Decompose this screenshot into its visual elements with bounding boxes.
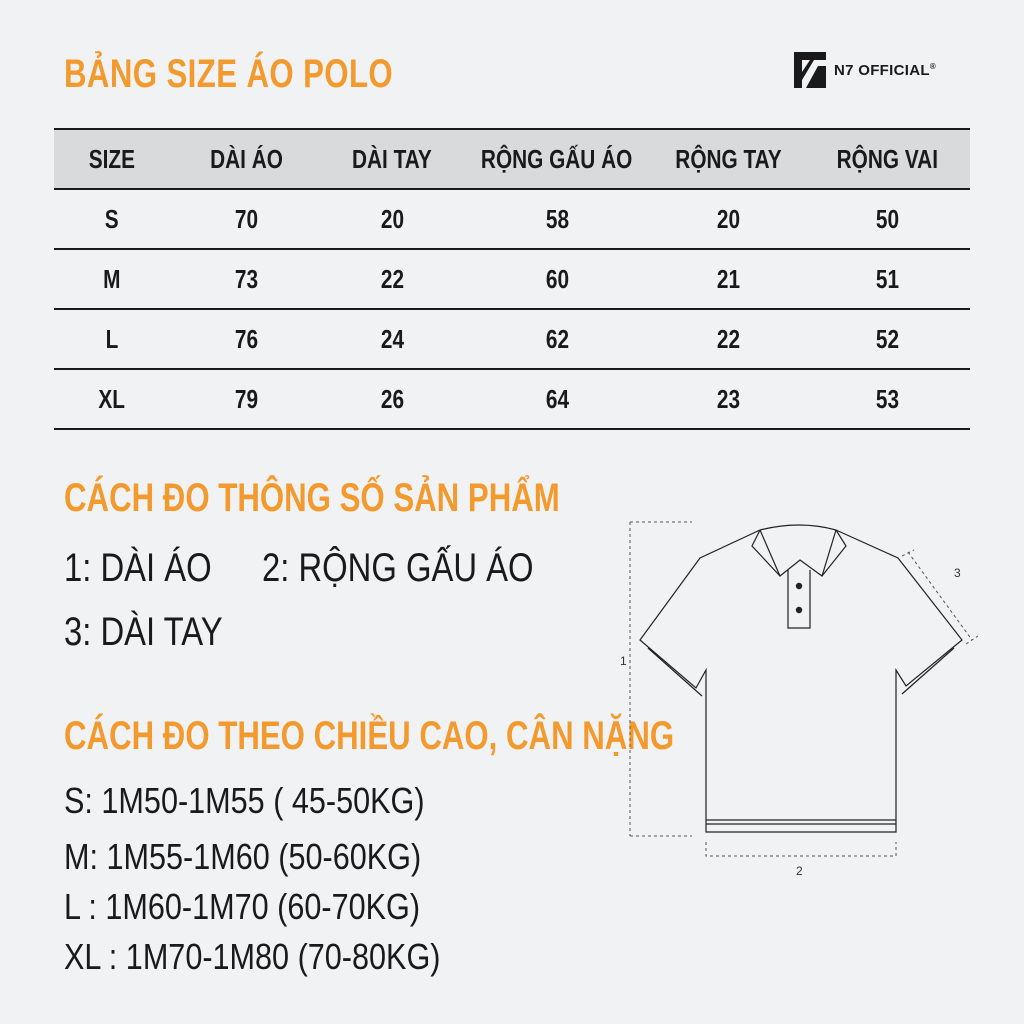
table-cell: 22	[716, 323, 740, 354]
size-table	[54, 128, 970, 430]
header-cell: RỘNG TAY	[674, 143, 782, 174]
table-row	[54, 250, 970, 310]
table-cell: M	[103, 263, 121, 294]
header-cell: DÀI ÁO	[209, 143, 283, 174]
table-cell: 22	[380, 263, 404, 294]
table-cell: 23	[716, 383, 740, 414]
table-header	[54, 128, 970, 190]
table-cell: L	[105, 323, 119, 354]
header-cell: RỘNG VAI	[836, 143, 938, 174]
table-cell: 26	[380, 383, 404, 414]
table-cell: 58	[545, 203, 569, 234]
brand-logo	[792, 50, 936, 90]
size-guide-line: XL : 1M70-1M80 (70-80KG)	[64, 936, 441, 977]
size-guide-line: S: 1M50-1M55 ( 45-50KG)	[64, 780, 425, 821]
dimension-label-2: 2	[796, 864, 803, 878]
table-cell: 76	[234, 323, 258, 354]
table-cell: 53	[875, 383, 899, 414]
measure-item: 3: DÀI TAY	[64, 610, 223, 654]
table-cell: 70	[234, 203, 258, 234]
size-guide-line: L : 1M60-1M70 (60-70KG)	[64, 886, 421, 927]
table-cell: 50	[875, 203, 899, 234]
page-title: BẢNG SIZE ÁO POLO	[64, 52, 394, 96]
table-row	[54, 370, 970, 430]
table-cell: 62	[545, 323, 569, 354]
dimension-label-3: 3	[954, 566, 961, 580]
table-cell: XL	[98, 383, 126, 414]
measure-heading: CÁCH ĐO THÔNG SỐ SẢN PHẨM	[64, 476, 560, 520]
measure-item: 2: RỘNG GẤU ÁO	[262, 546, 534, 590]
n7-logo-icon	[792, 50, 828, 90]
table-cell: 24	[380, 323, 404, 354]
size-guide-line: M: 1M55-1M60 (50-60KG)	[64, 836, 422, 877]
polo-shirt-icon	[610, 510, 990, 890]
logo-text: N7 OFFICIAL®	[834, 61, 937, 79]
table-cell: 64	[545, 383, 569, 414]
table-cell: 20	[380, 203, 404, 234]
table-row	[54, 310, 970, 370]
table-cell: 73	[234, 263, 258, 294]
header-cell: RỘNG GẤU ÁO	[481, 143, 633, 174]
table-cell: S	[105, 203, 119, 234]
table-cell: 20	[716, 203, 740, 234]
table-cell: 21	[716, 263, 740, 294]
table-row	[54, 190, 970, 250]
table-cell: 52	[875, 323, 899, 354]
dimension-label-1: 1	[620, 654, 627, 668]
table-cell: 60	[545, 263, 569, 294]
height-weight-heading: CÁCH ĐO THEO CHIỀU CAO, CÂN NẶNG	[64, 714, 675, 758]
header-cell: SIZE	[88, 143, 136, 174]
polo-diagram	[610, 510, 990, 890]
measure-item: 1: DÀI ÁO	[64, 546, 212, 590]
table-cell: 79	[234, 383, 258, 414]
header-cell: DÀI TAY	[352, 143, 432, 174]
table-cell: 51	[875, 263, 899, 294]
